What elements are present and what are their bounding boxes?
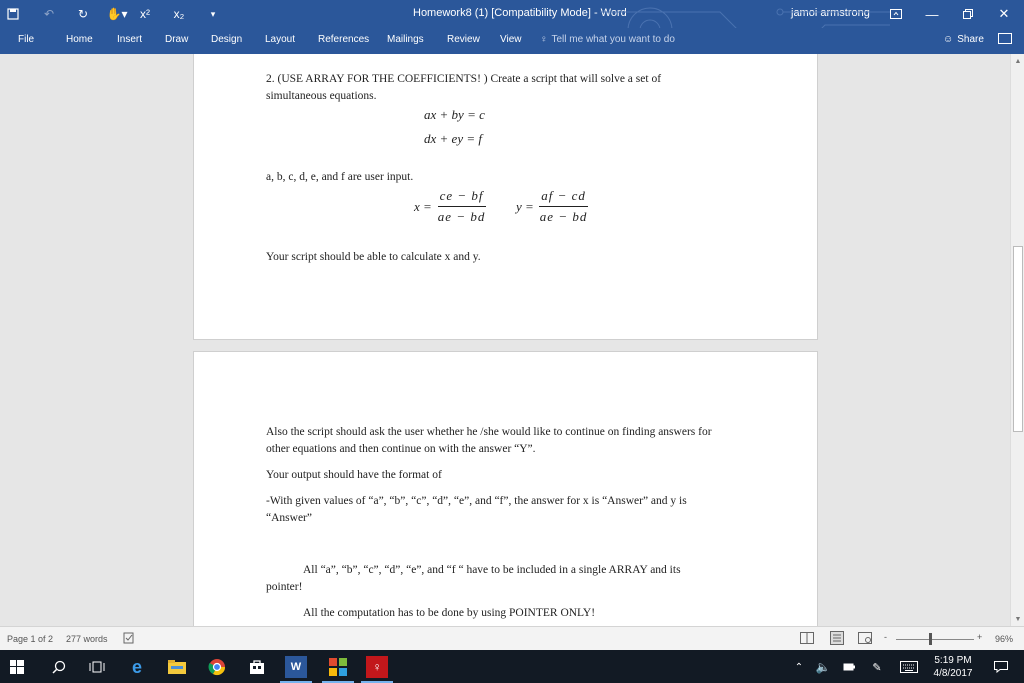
volume-icon[interactable]: 🔈 bbox=[815, 660, 831, 674]
acrobat-icon[interactable]: ♀ bbox=[366, 656, 388, 678]
status-bar bbox=[0, 626, 1024, 650]
battery-icon[interactable] bbox=[838, 656, 860, 678]
person-icon: ☺ bbox=[943, 34, 954, 45]
web-layout-icon[interactable] bbox=[858, 632, 872, 646]
subscript-icon[interactable]: x₂ bbox=[173, 7, 185, 21]
tell-me-search[interactable] bbox=[540, 34, 675, 45]
tab-file[interactable]: File bbox=[18, 34, 35, 45]
scroll-down-icon[interactable]: ▼ bbox=[1014, 615, 1022, 623]
touch-mode-icon[interactable]: ✋▾ bbox=[106, 7, 128, 21]
zoom-level[interactable]: 96% bbox=[995, 634, 1014, 644]
document-page-2[interactable] bbox=[193, 351, 818, 626]
file-explorer-icon[interactable] bbox=[166, 656, 188, 678]
close-icon[interactable]: ✕ bbox=[998, 6, 1010, 21]
clock[interactable] bbox=[928, 654, 978, 680]
ribbon bbox=[0, 28, 1024, 54]
read-mode-icon[interactable] bbox=[800, 632, 814, 646]
array-line-2: pointer! bbox=[266, 581, 303, 593]
tab-insert[interactable]: Insert bbox=[117, 34, 143, 45]
equation-1: ax + by = c bbox=[424, 107, 485, 122]
tab-review[interactable]: Review bbox=[447, 34, 480, 45]
pointer-text: All the computation has to be done by using POINTER ONLY! bbox=[303, 607, 596, 619]
notifications-icon[interactable] bbox=[990, 656, 1012, 678]
superscript-icon[interactable]: x² bbox=[140, 7, 150, 21]
store-icon[interactable] bbox=[246, 656, 268, 678]
zoom-in-button[interactable]: + bbox=[977, 632, 983, 642]
comments-icon[interactable] bbox=[998, 33, 1012, 44]
x-numerator: ce − bf bbox=[438, 188, 486, 207]
print-layout-icon[interactable] bbox=[830, 631, 844, 647]
answer-paragraph bbox=[266, 493, 756, 527]
windows-start-icon[interactable] bbox=[6, 656, 28, 678]
continue-paragraph bbox=[266, 424, 756, 458]
keyboard-icon[interactable] bbox=[898, 656, 920, 678]
search-icon[interactable] bbox=[48, 656, 70, 678]
question-line-1: 2. (USE ARRAY FOR THE COEFFICIENTS! ) Create a script that will solve a set of bbox=[266, 73, 662, 85]
restore-icon[interactable] bbox=[950, 0, 986, 28]
word-count[interactable]: 277 words bbox=[66, 634, 108, 644]
tab-view[interactable]: View bbox=[500, 34, 522, 45]
y-lhs: y = bbox=[516, 198, 534, 214]
tab-layout[interactable]: Layout bbox=[265, 34, 296, 45]
tab-references[interactable]: References bbox=[318, 34, 370, 45]
tab-design[interactable]: Design bbox=[211, 34, 243, 45]
save-icon[interactable] bbox=[0, 0, 26, 28]
customize-icon[interactable]: ▾ bbox=[210, 8, 216, 19]
x-denominator: ae − bd bbox=[437, 209, 486, 224]
task-view-icon[interactable] bbox=[86, 656, 108, 678]
array-paragraph bbox=[266, 562, 756, 596]
y-numerator: af − cd bbox=[539, 188, 588, 207]
lightbulb-icon: ♀ bbox=[540, 34, 548, 45]
continue-line-1: Also the script should ask the user whether he /she would like to continue on finding answers for bbox=[266, 426, 712, 438]
document-area[interactable] bbox=[0, 54, 1010, 626]
minimize-icon[interactable]: — bbox=[925, 6, 939, 22]
equation-2: dx + ey = f bbox=[424, 131, 482, 146]
proofing-icon[interactable] bbox=[123, 632, 135, 646]
window-title: Homework8 (1) [Compatibility Mode] - Word bbox=[413, 7, 627, 19]
document-page-1[interactable] bbox=[193, 54, 818, 340]
y-formula bbox=[516, 188, 589, 225]
page-count[interactable]: Page 1 of 2 bbox=[7, 634, 54, 644]
clock-time: 5:19 PM bbox=[934, 655, 972, 666]
tell-me-text: Tell me what you want to do bbox=[551, 34, 675, 45]
y-denominator: ae − bd bbox=[539, 209, 588, 224]
undo-icon[interactable]: ↶ bbox=[43, 7, 55, 21]
share-label: Share bbox=[957, 34, 984, 45]
tab-draw[interactable]: Draw bbox=[165, 34, 189, 45]
tab-home[interactable]: Home bbox=[66, 34, 93, 45]
chrome-icon[interactable] bbox=[206, 656, 228, 678]
share-button[interactable] bbox=[943, 34, 984, 45]
x-formula bbox=[414, 188, 487, 225]
answer-line-2: “Answer” bbox=[266, 512, 312, 524]
question-line-2: simultaneous equations. bbox=[266, 90, 377, 102]
edge-browser-icon[interactable]: e bbox=[131, 656, 142, 677]
pen-icon[interactable]: ✎ bbox=[872, 661, 882, 674]
answer-line-1: -With given values of “a”, “b”, “c”, “d”, “e”, and “f”, the answer for x is “Answer” and y is bbox=[266, 495, 687, 507]
question-text bbox=[266, 71, 746, 105]
array-line-1: All “a”, “b”, “c”, “d”, “e”, and “f “ have to be included in a single ARRAY and its bbox=[303, 564, 681, 576]
taskbar bbox=[0, 650, 1024, 683]
word-app-icon[interactable]: W bbox=[285, 656, 307, 678]
inputs-text: a, b, c, d, e, and f are user input. bbox=[266, 171, 414, 183]
user-name[interactable]: jamoi armstrong bbox=[791, 7, 870, 19]
zoom-slider-knob[interactable] bbox=[929, 633, 932, 645]
scroll-thumb[interactable] bbox=[1013, 246, 1023, 432]
calc-text: Your script should be able to calculate x and y. bbox=[266, 251, 481, 263]
x-lhs: x = bbox=[414, 198, 432, 214]
output-format-text: Your output should have the format of bbox=[266, 469, 442, 481]
redo-icon[interactable]: ↻ bbox=[77, 7, 89, 21]
clock-date: 4/8/2017 bbox=[933, 668, 973, 679]
scroll-up-icon[interactable]: ▲ bbox=[1014, 57, 1022, 65]
vertical-scrollbar[interactable] bbox=[1010, 54, 1024, 626]
tab-mailings[interactable]: Mailings bbox=[387, 34, 424, 45]
zoom-out-button[interactable]: - bbox=[884, 632, 887, 642]
show-hidden-icons[interactable]: ⌃ bbox=[794, 661, 804, 673]
continue-line-2: other equations and then continue on with the answer “Y”. bbox=[266, 443, 536, 455]
colorful-app-icon[interactable] bbox=[327, 656, 349, 678]
zoom-slider-track[interactable] bbox=[896, 639, 974, 640]
quick-access-toolbar bbox=[0, 0, 226, 28]
